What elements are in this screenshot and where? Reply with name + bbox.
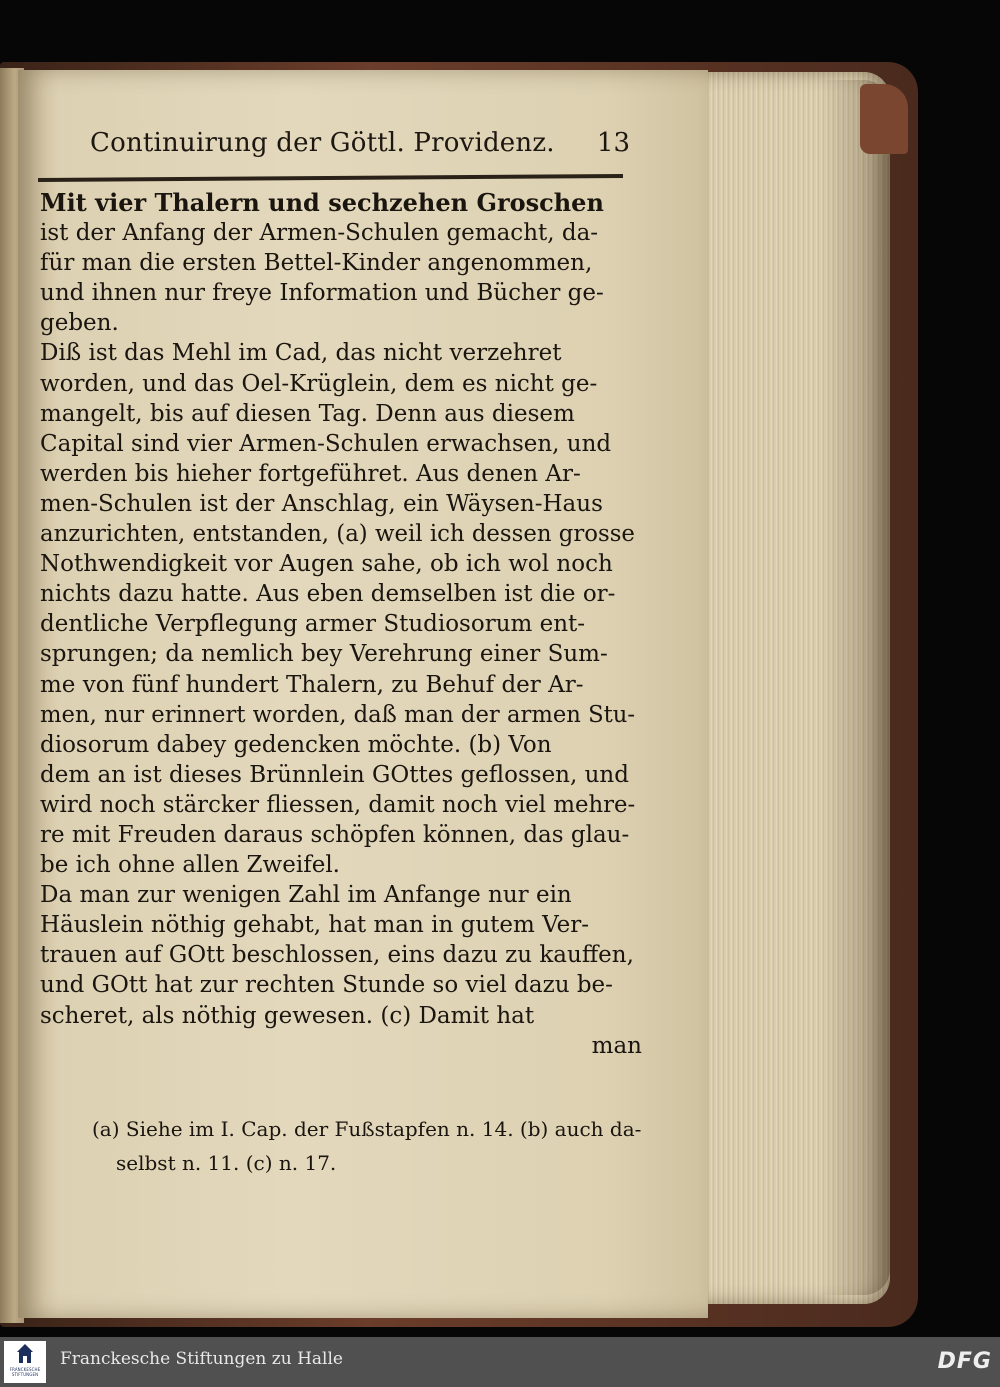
institution-logo[interactable]	[4, 1341, 46, 1383]
text-line: scheret, als nöthig gewesen. (c) Damit hat	[40, 1002, 535, 1029]
footnote-line: (a) Siehe im I. Cap. der Fußstapfen n. 14. (b) auch da-	[92, 1117, 642, 1141]
cover-corner-wear	[860, 84, 908, 154]
text-line: diosorum dabey gedencken möchte. (b) Von	[40, 731, 552, 758]
text-line: be ich ohne allen Zweifel.	[40, 852, 340, 879]
text-line: mangelt, bis auf diesen Tag. Denn aus diesem	[40, 400, 575, 427]
text-line: Nothwendigkeit vor Augen sahe, ob ich wol noch	[40, 551, 613, 578]
text-line: und GOtt hat zur rechten Stunde so viel dazu be-	[40, 972, 613, 999]
text-line: Da man zur wenigen Zahl im Anfange nur ein	[40, 882, 572, 909]
footer-banner	[0, 1337, 1000, 1387]
text-line: und ihnen nur freye Information und Bücher ge-	[40, 280, 604, 307]
text-line: geben.	[40, 310, 119, 337]
institution-name: Franckesche Stiftungen zu Halle	[60, 1349, 343, 1369]
institution-emblem-icon	[4, 1341, 46, 1367]
text-line: me von fünf hundert Thalern, zu Behuf der Ar-	[40, 671, 584, 698]
logo-label: FRANCKESCHE STIFTUNGEN	[9, 1367, 41, 1377]
page-stack-shadow	[820, 80, 890, 1295]
text-line: nichts dazu hatte. Aus eben demselben ist die or-	[40, 581, 616, 608]
text-line: trauen auf GOtt beschlossen, eins dazu zu kauffen,	[40, 942, 634, 969]
text-line: Mit vier Thalern und sechzehen Groschen	[40, 188, 604, 217]
text-line: Capital sind vier Armen-Schulen erwachsen, und	[40, 430, 612, 457]
footnotes	[92, 1112, 652, 1180]
text-line: dentliche Verpflegung armer Studiosorum ent-	[40, 611, 586, 638]
text-line: worden, und das Oel-Krüglein, dem es nicht ge-	[40, 370, 598, 397]
page-header	[90, 128, 630, 172]
body-text	[40, 188, 650, 1061]
text-line: re mit Freuden daraus schöpfen können, das glau-	[40, 821, 630, 848]
text-line: werden bis hieher fortgeführet. Aus denen Ar-	[40, 460, 581, 487]
text-line: Häuslein nöthig gehabt, hat man in gutem Ver-	[40, 912, 589, 939]
text-line: wird noch stärcker fliessen, damit noch viel mehre-	[40, 791, 636, 818]
text-line: anzurichten, entstanden, (a) weil ich dessen grosse	[40, 521, 635, 548]
funder-logo[interactable]: DFG	[937, 1349, 992, 1374]
text-line: men, nur erinnert worden, daß man der armen Stu-	[40, 701, 636, 728]
text-line: ist der Anfang der Armen-Schulen gemacht, da-	[40, 220, 599, 247]
text-line: Diß ist das Mehl im Cad, das nicht verzehret	[40, 340, 562, 367]
running-title: Continuirung der Göttl. Providenz.	[90, 128, 555, 158]
text-line: sprungen; da nemlich bey Verehrung einer Sum-	[40, 641, 608, 668]
text-line: dem an ist dieses Brünnlein GOttes geflossen, und	[40, 761, 629, 788]
footnote-line: selbst n. 11. (c) n. 17.	[116, 1151, 337, 1175]
page-number: 13	[596, 128, 630, 158]
text-line: men-Schulen ist der Anschlag, ein Wäysen-Haus	[40, 490, 603, 517]
text-line: für man die ersten Bettel-Kinder angenommen,	[40, 250, 593, 277]
catchword: man	[591, 1032, 642, 1059]
